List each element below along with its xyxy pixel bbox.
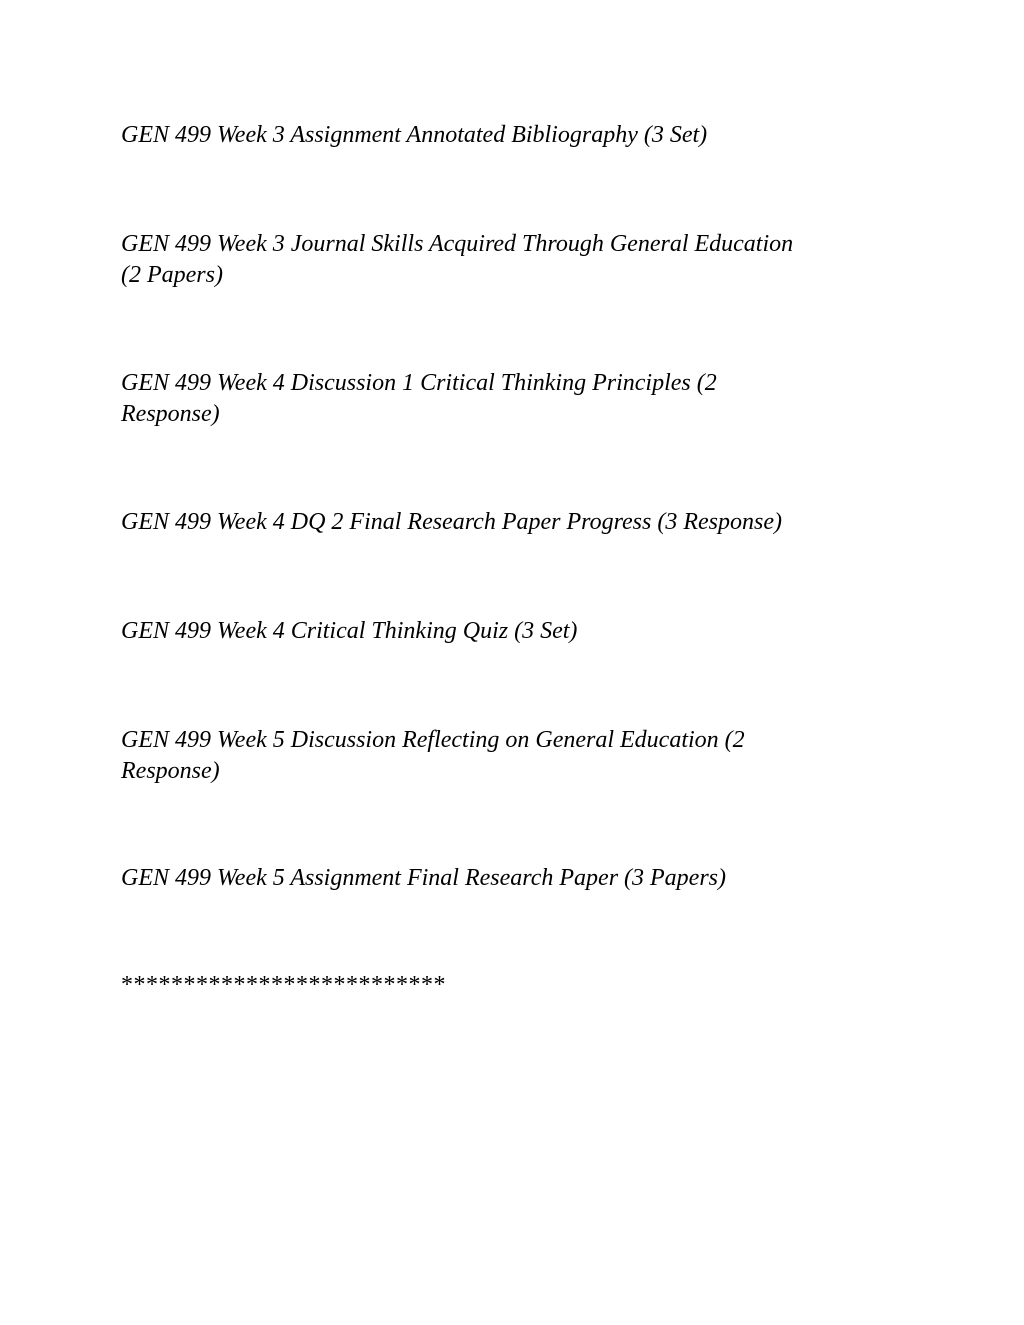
entry-line: GEN 499 Week 4 DQ 2 Final Research Paper Progress (3 Response) — [121, 509, 782, 535]
entry-line: GEN 499 Week 3 Journal Skills Acquired Through General Education — [121, 231, 794, 257]
entry-line: GEN 499 Week 5 Assignment Final Research Paper (3 Papers) — [121, 865, 727, 891]
entry-week5-final-research-paper — [121, 863, 901, 894]
entry-line-continued: Response) — [121, 758, 220, 784]
entry-week3-annotated-bibliography — [121, 120, 901, 151]
entry-week3-journal-skills — [121, 229, 901, 291]
entry-week5-discussion-reflecting — [121, 725, 901, 787]
entry-week4-discussion-critical-thinking — [121, 368, 901, 430]
entry-line: GEN 499 Week 4 Discussion 1 Critical Thinking Principles (2 — [121, 370, 717, 396]
entry-line-continued: (2 Papers) — [121, 262, 223, 288]
asterisk-separator: ************************** — [121, 972, 446, 998]
entry-line: GEN 499 Week 4 Critical Thinking Quiz (3 Set) — [121, 618, 578, 644]
entry-line-continued: Response) — [121, 401, 220, 427]
entry-week4-critical-thinking-quiz — [121, 616, 901, 647]
entry-line: GEN 499 Week 3 Assignment Annotated Bibliography (3 Set) — [121, 122, 708, 148]
entry-line: GEN 499 Week 5 Discussion Reflecting on General Education (2 — [121, 727, 745, 753]
entry-week4-dq2-research-progress — [121, 507, 901, 538]
